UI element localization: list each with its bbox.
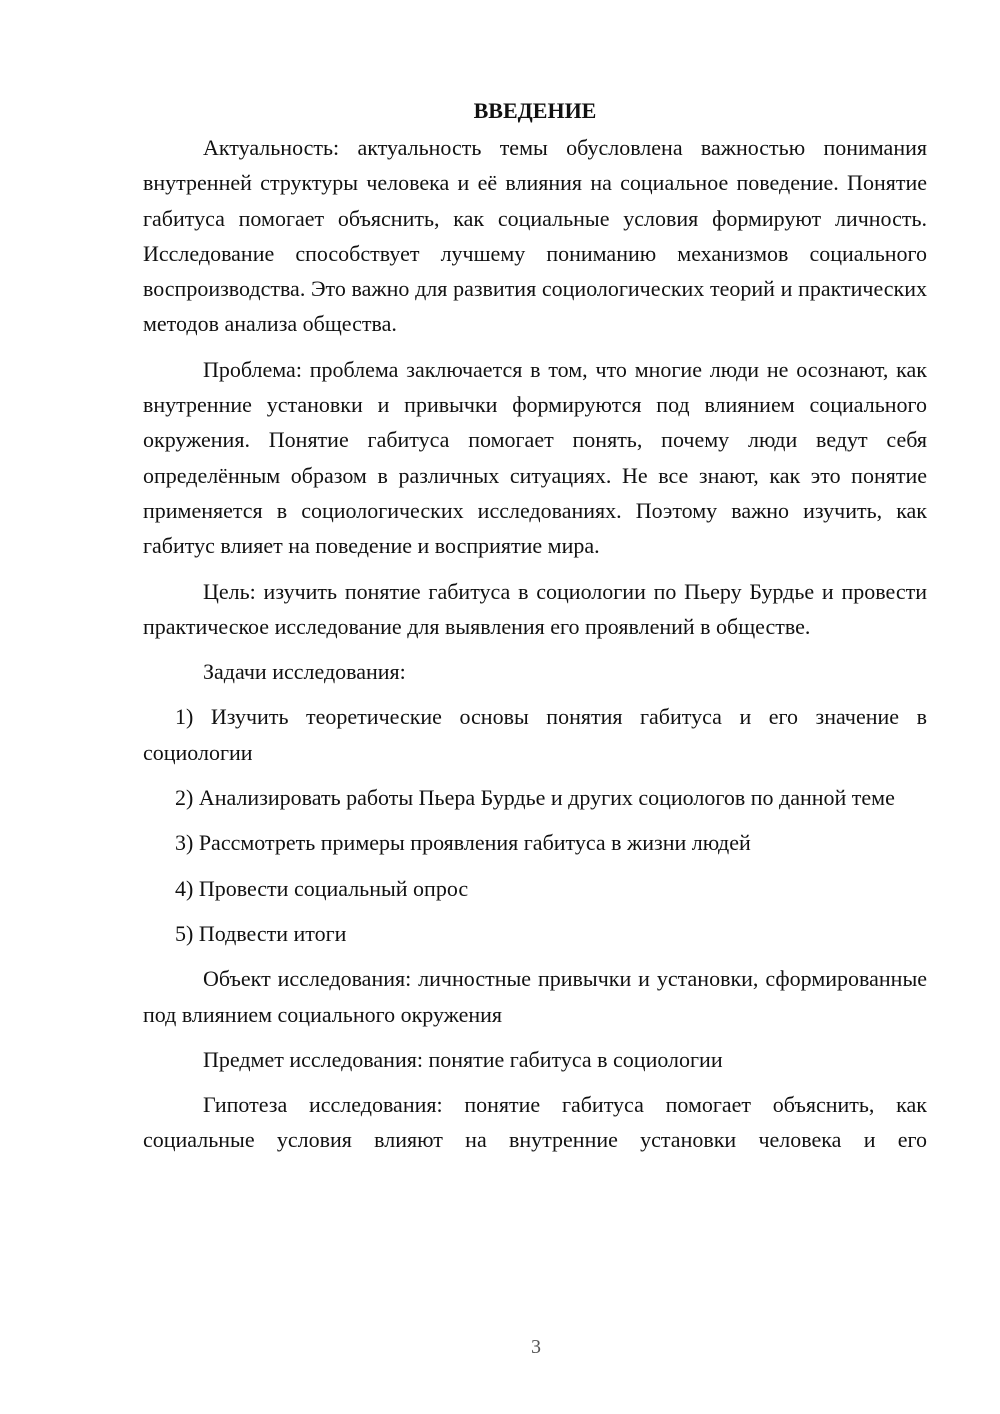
problem-paragraph: Проблема: проблема заключается в том, что многие люди не осознают, как внутренние установки и привычки формируются под влиянием социального окружения. Понятие габитуса помогает понять, почему люди ведут себя определённым образом в различных ситуациях. Не все знают, как это понятие применяется в социологических исследованиях. Поэтому важно изучить, как габитус влияет на поведение и восприятие мира. xyxy=(143,356,927,559)
task-item: 3) Рассмотреть примеры проявления габитуса в жизни людей xyxy=(175,830,751,856)
hypothesis-paragraph: Гипотеза исследования: понятие габитуса помогает объяснить, как социальные условия влияют на внутренние установки человека и его xyxy=(143,1092,927,1153)
object-paragraph: Объект исследования: личностные привычки и установки, сформированные под влиянием социального окружения xyxy=(143,966,927,1027)
task-item: 5) Подвести итоги xyxy=(175,920,347,946)
subject-paragraph: Предмет исследования: понятие габитуса в социологии xyxy=(203,1046,723,1072)
section-heading: ВВЕДЕНИЕ xyxy=(473,98,597,123)
document-page xyxy=(143,96,927,1168)
task-item: 2) Анализировать работы Пьера Бурдье и других социологов по данной теме xyxy=(175,785,895,811)
task-item: 1) Изучить теоретические основы понятия габитуса и его значение в социологии xyxy=(143,704,927,765)
task-item: 4) Провести социальный опрос xyxy=(175,875,469,901)
tasks-heading: Задачи исследования: xyxy=(203,659,406,685)
relevance-paragraph: Актуальность: актуальность темы обусловлена важностью понимания внутренней структуры человека и её влияния на социальное поведение. Понятие габитуса помогает объяснить, как социальные условия формируют личность. Исследование способствует лучшему пониманию механизмов социального воспроизводства. Это важно для развития социологических теорий и практических методов анализа общества. xyxy=(143,135,927,337)
page-number: 3 xyxy=(531,1336,541,1358)
goal-paragraph: Цель: изучить понятие габитуса в социологии по Пьеру Бурдье и провести практическое исследование для выявления его проявлений в обществе. xyxy=(143,578,927,639)
